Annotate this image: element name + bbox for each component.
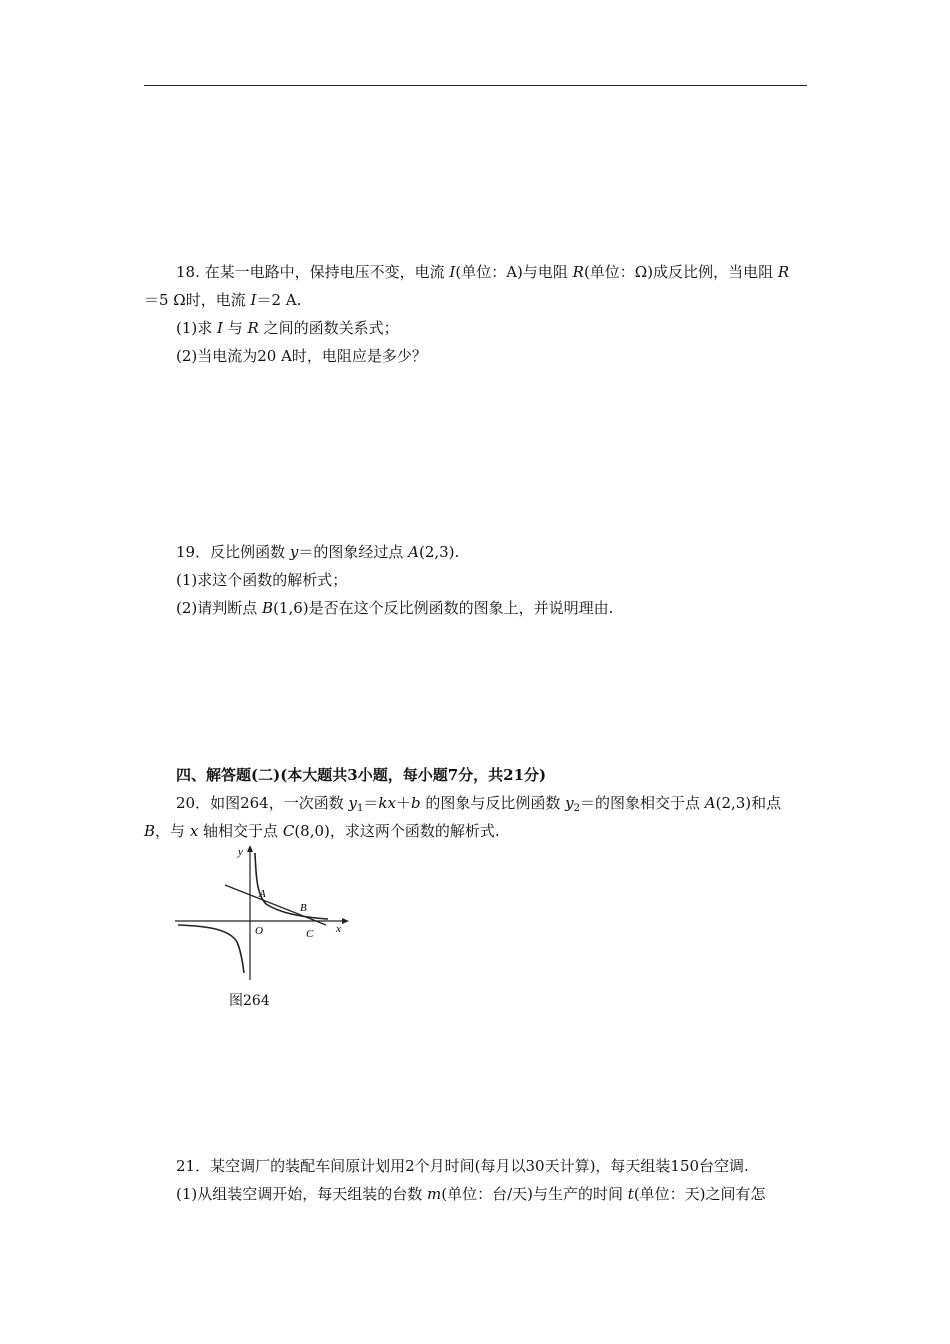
hyperbola-branch-third-quadrant bbox=[178, 925, 244, 973]
y-axis-label: y bbox=[238, 846, 243, 858]
q20-line1: 20．如图264，一次函数 $y_1=kx+b$ 的图象与反比例函数 $y_2=$的图象相交于点 A(2,3)和点 bbox=[176, 794, 782, 814]
q20-line2: B，与 x 轴相交于点 C(8,0)，求这两个函数的解析式. bbox=[144, 822, 500, 840]
q19-line1: 19．反比例函数 y＝的图象经过点 A(2,3). bbox=[176, 543, 460, 561]
figure-caption: 图264 bbox=[229, 993, 270, 1009]
q19-part1: (1)求这个函数的解析式； bbox=[176, 571, 348, 589]
q18-part2: (2)当电流为20 A时，电阻应是多少？ bbox=[176, 347, 427, 365]
q21-line1: 21．某空调厂的装配车间原计划用2个月时间(每月以30天计算)，每天组装150台空调. bbox=[176, 1157, 749, 1175]
linear-function-line bbox=[225, 885, 326, 925]
header-rule bbox=[144, 85, 807, 86]
q21-part1: (1)从组装空调开始，每天组装的台数 m(单位：台/天)与生产的时间 t(单位：天)之间有怎 bbox=[176, 1185, 766, 1203]
function-graph-figure bbox=[170, 843, 350, 983]
section-heading: 四、解答题(二)(本大题共3小题，每小题7分，共21分) bbox=[176, 766, 547, 784]
x-axis-arrow bbox=[342, 918, 349, 924]
q18-part1: (1)求 I 与 R 之间的函数关系式； bbox=[176, 319, 399, 337]
point-a-label: A bbox=[259, 888, 266, 900]
hyperbola-branch-first-quadrant bbox=[255, 853, 328, 919]
x-axis-label: x bbox=[336, 923, 341, 935]
y-axis-arrow bbox=[247, 845, 253, 852]
q18-line1: 18. 在某一电路中，保持电压不变，电流 I(单位：A)与电阻 R(单位：Ω)成反比例，当电阻 R bbox=[176, 263, 790, 281]
q19-part2: (2)请判断点 B(1,6)是否在这个反比例函数的图象上，并说明理由. bbox=[176, 599, 614, 617]
q18-line2: ＝5 Ω时，电流 I＝2 A. bbox=[144, 291, 302, 309]
point-c-label: C bbox=[306, 928, 314, 940]
origin-label: O bbox=[255, 925, 263, 937]
point-b-label: B bbox=[300, 902, 307, 914]
